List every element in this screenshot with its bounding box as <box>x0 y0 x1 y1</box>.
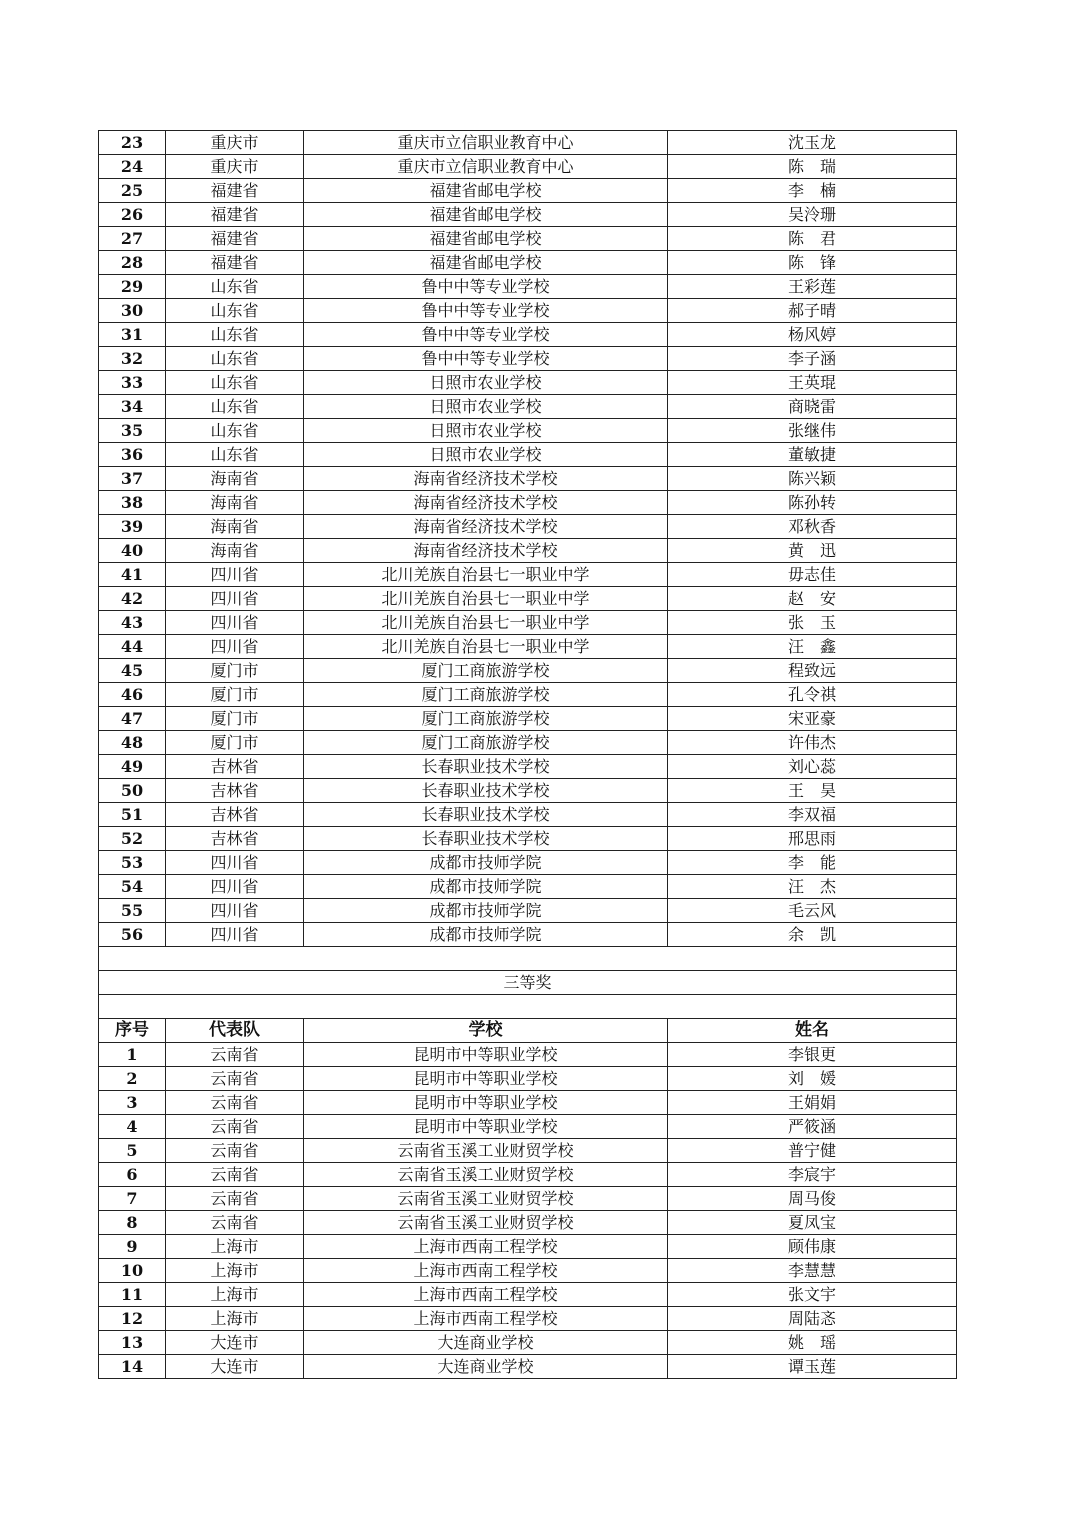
blank-row <box>99 995 957 1019</box>
header-school: 学校 <box>304 1019 668 1043</box>
cell-no: 31 <box>99 323 166 347</box>
cell-team: 大连市 <box>166 1355 304 1379</box>
cell-name: 邓秋香 <box>668 515 957 539</box>
cell-no: 52 <box>99 827 166 851</box>
cell-team: 山东省 <box>166 419 304 443</box>
cell-no: 5 <box>99 1139 166 1163</box>
cell-no: 8 <box>99 1211 166 1235</box>
cell-name: 刘 媛 <box>668 1067 957 1091</box>
table-row <box>99 611 957 635</box>
table-row <box>99 251 957 275</box>
table-row <box>99 539 957 563</box>
cell-name: 王娟娟 <box>668 1091 957 1115</box>
table-row <box>99 827 957 851</box>
cell-name: 张 玉 <box>668 611 957 635</box>
cell-team: 云南省 <box>166 1163 304 1187</box>
cell-school: 大连商业学校 <box>304 1331 668 1355</box>
table-row <box>99 803 957 827</box>
cell-school: 云南省玉溪工业财贸学校 <box>304 1163 668 1187</box>
table-row <box>99 419 957 443</box>
table-row <box>99 851 957 875</box>
cell-name: 严筱涵 <box>668 1115 957 1139</box>
cell-team: 山东省 <box>166 275 304 299</box>
cell-school: 昆明市中等职业学校 <box>304 1067 668 1091</box>
table-row <box>99 899 957 923</box>
cell-name: 陈兴颖 <box>668 467 957 491</box>
header-no: 序号 <box>99 1019 166 1043</box>
blank-row <box>99 947 957 971</box>
cell-name: 李慧慧 <box>668 1259 957 1283</box>
cell-no: 41 <box>99 563 166 587</box>
table-row <box>99 1091 957 1115</box>
cell-school: 长春职业技术学校 <box>304 827 668 851</box>
table-row <box>99 923 957 947</box>
cell-team: 海南省 <box>166 491 304 515</box>
table-row <box>99 683 957 707</box>
cell-school: 海南省经济技术学校 <box>304 491 668 515</box>
cell-name: 李 楠 <box>668 179 957 203</box>
cell-name: 陈孙转 <box>668 491 957 515</box>
cell-name: 毛云风 <box>668 899 957 923</box>
cell-school: 鲁中中等专业学校 <box>304 299 668 323</box>
cell-school: 海南省经济技术学校 <box>304 515 668 539</box>
cell-name: 吴泠珊 <box>668 203 957 227</box>
cell-name: 宋亚豪 <box>668 707 957 731</box>
cell-team: 海南省 <box>166 539 304 563</box>
cell-no: 56 <box>99 923 166 947</box>
cell-team: 山东省 <box>166 347 304 371</box>
cell-school: 成都市技师学院 <box>304 875 668 899</box>
cell-name: 王 昊 <box>668 779 957 803</box>
cell-team: 四川省 <box>166 875 304 899</box>
table-row <box>99 155 957 179</box>
cell-school: 北川羌族自治县七一职业中学 <box>304 611 668 635</box>
cell-no: 37 <box>99 467 166 491</box>
cell-no: 14 <box>99 1355 166 1379</box>
table-row <box>99 659 957 683</box>
cell-school: 北川羌族自治县七一职业中学 <box>304 563 668 587</box>
cell-team: 山东省 <box>166 299 304 323</box>
table-row <box>99 299 957 323</box>
cell-no: 3 <box>99 1091 166 1115</box>
cell-team: 福建省 <box>166 203 304 227</box>
cell-team: 厦门市 <box>166 659 304 683</box>
header-team: 代表队 <box>166 1019 304 1043</box>
cell-team: 云南省 <box>166 1139 304 1163</box>
cell-name: 周陆忞 <box>668 1307 957 1331</box>
cell-team: 厦门市 <box>166 707 304 731</box>
cell-school: 福建省邮电学校 <box>304 251 668 275</box>
cell-school: 长春职业技术学校 <box>304 803 668 827</box>
table-row <box>99 1331 957 1355</box>
table-row <box>99 443 957 467</box>
cell-school: 云南省玉溪工业财贸学校 <box>304 1187 668 1211</box>
cell-school: 昆明市中等职业学校 <box>304 1115 668 1139</box>
cell-school: 云南省玉溪工业财贸学校 <box>304 1139 668 1163</box>
cell-no: 39 <box>99 515 166 539</box>
table-row <box>99 371 957 395</box>
cell-team: 云南省 <box>166 1187 304 1211</box>
table-row <box>99 731 957 755</box>
cell-name: 余 凯 <box>668 923 957 947</box>
cell-school: 福建省邮电学校 <box>304 179 668 203</box>
cell-school: 日照市农业学校 <box>304 443 668 467</box>
cell-team: 福建省 <box>166 179 304 203</box>
cell-no: 23 <box>99 131 166 155</box>
cell-name: 陈 君 <box>668 227 957 251</box>
cell-name: 顾伟康 <box>668 1235 957 1259</box>
cell-name: 陈 瑞 <box>668 155 957 179</box>
award-table <box>98 130 957 1379</box>
cell-name: 赵 安 <box>668 587 957 611</box>
cell-school: 福建省邮电学校 <box>304 227 668 251</box>
header-row <box>99 1019 957 1043</box>
cell-team: 吉林省 <box>166 827 304 851</box>
cell-name: 李双福 <box>668 803 957 827</box>
cell-school: 长春职业技术学校 <box>304 755 668 779</box>
table-row <box>99 1283 957 1307</box>
cell-no: 28 <box>99 251 166 275</box>
table-row <box>99 587 957 611</box>
table-row <box>99 1211 957 1235</box>
cell-school: 大连商业学校 <box>304 1355 668 1379</box>
table-row <box>99 1043 957 1067</box>
header-name: 姓名 <box>668 1019 957 1043</box>
cell-team: 吉林省 <box>166 755 304 779</box>
cell-name: 姚 瑶 <box>668 1331 957 1355</box>
cell-team: 上海市 <box>166 1307 304 1331</box>
cell-no: 10 <box>99 1259 166 1283</box>
cell-school: 厦门工商旅游学校 <box>304 731 668 755</box>
table-row <box>99 515 957 539</box>
cell-school: 昆明市中等职业学校 <box>304 1091 668 1115</box>
cell-name: 汪 鑫 <box>668 635 957 659</box>
table-row <box>99 491 957 515</box>
table-row <box>99 179 957 203</box>
cell-team: 上海市 <box>166 1235 304 1259</box>
cell-no: 34 <box>99 395 166 419</box>
cell-school: 北川羌族自治县七一职业中学 <box>304 587 668 611</box>
cell-school: 昆明市中等职业学校 <box>304 1043 668 1067</box>
cell-school: 重庆市立信职业教育中心 <box>304 155 668 179</box>
cell-name: 邢思雨 <box>668 827 957 851</box>
table-row <box>99 227 957 251</box>
table-row <box>99 203 957 227</box>
cell-name: 普宁健 <box>668 1139 957 1163</box>
table-row <box>99 347 957 371</box>
cell-no: 30 <box>99 299 166 323</box>
cell-no: 26 <box>99 203 166 227</box>
third-prize-rows <box>99 1043 957 1379</box>
cell-school: 长春职业技术学校 <box>304 779 668 803</box>
cell-team: 重庆市 <box>166 155 304 179</box>
second-prize-rows <box>99 131 957 947</box>
cell-team: 吉林省 <box>166 779 304 803</box>
cell-no: 51 <box>99 803 166 827</box>
cell-school: 厦门工商旅游学校 <box>304 683 668 707</box>
cell-name: 谭玉莲 <box>668 1355 957 1379</box>
cell-no: 33 <box>99 371 166 395</box>
cell-team: 上海市 <box>166 1259 304 1283</box>
cell-team: 云南省 <box>166 1115 304 1139</box>
cell-team: 山东省 <box>166 443 304 467</box>
cell-name: 商晓雷 <box>668 395 957 419</box>
cell-name: 周马俊 <box>668 1187 957 1211</box>
cell-no: 54 <box>99 875 166 899</box>
cell-school: 成都市技师学院 <box>304 899 668 923</box>
cell-name: 夏凤宝 <box>668 1211 957 1235</box>
cell-name: 孔令祺 <box>668 683 957 707</box>
table-row <box>99 875 957 899</box>
cell-name: 杨风婷 <box>668 323 957 347</box>
cell-no: 6 <box>99 1163 166 1187</box>
cell-no: 53 <box>99 851 166 875</box>
cell-name: 汪 杰 <box>668 875 957 899</box>
cell-school: 重庆市立信职业教育中心 <box>304 131 668 155</box>
cell-team: 四川省 <box>166 899 304 923</box>
table-row <box>99 131 957 155</box>
cell-school: 成都市技师学院 <box>304 923 668 947</box>
cell-team: 山东省 <box>166 395 304 419</box>
cell-school: 上海市西南工程学校 <box>304 1235 668 1259</box>
cell-no: 40 <box>99 539 166 563</box>
cell-team: 福建省 <box>166 227 304 251</box>
cell-team: 四川省 <box>166 563 304 587</box>
table-row <box>99 563 957 587</box>
cell-team: 吉林省 <box>166 803 304 827</box>
cell-team: 四川省 <box>166 635 304 659</box>
cell-no: 47 <box>99 707 166 731</box>
cell-team: 山东省 <box>166 323 304 347</box>
table-row <box>99 395 957 419</box>
cell-name: 张继伟 <box>668 419 957 443</box>
cell-school: 成都市技师学院 <box>304 851 668 875</box>
cell-school: 上海市西南工程学校 <box>304 1283 668 1307</box>
table-row <box>99 275 957 299</box>
cell-team: 福建省 <box>166 251 304 275</box>
table-row <box>99 1307 957 1331</box>
cell-name: 张文宇 <box>668 1283 957 1307</box>
cell-team: 四川省 <box>166 923 304 947</box>
cell-school: 厦门工商旅游学校 <box>304 707 668 731</box>
table-row <box>99 1355 957 1379</box>
cell-no: 36 <box>99 443 166 467</box>
table-row <box>99 1235 957 1259</box>
cell-team: 四川省 <box>166 587 304 611</box>
cell-no: 35 <box>99 419 166 443</box>
table-row <box>99 707 957 731</box>
section-title: 三等奖 <box>99 971 957 995</box>
cell-team: 重庆市 <box>166 131 304 155</box>
cell-name: 李子涵 <box>668 347 957 371</box>
table-row <box>99 635 957 659</box>
cell-name: 沈玉龙 <box>668 131 957 155</box>
cell-name: 程致远 <box>668 659 957 683</box>
cell-name: 黄 迅 <box>668 539 957 563</box>
table-row <box>99 323 957 347</box>
table-row <box>99 1115 957 1139</box>
cell-no: 43 <box>99 611 166 635</box>
cell-team: 海南省 <box>166 467 304 491</box>
cell-team: 厦门市 <box>166 683 304 707</box>
cell-no: 42 <box>99 587 166 611</box>
cell-name: 刘心蕊 <box>668 755 957 779</box>
cell-school: 北川羌族自治县七一职业中学 <box>304 635 668 659</box>
cell-no: 55 <box>99 899 166 923</box>
cell-name: 李 能 <box>668 851 957 875</box>
cell-school: 海南省经济技术学校 <box>304 539 668 563</box>
cell-no: 24 <box>99 155 166 179</box>
cell-school: 福建省邮电学校 <box>304 203 668 227</box>
cell-no: 12 <box>99 1307 166 1331</box>
cell-team: 海南省 <box>166 515 304 539</box>
cell-team: 云南省 <box>166 1211 304 1235</box>
cell-school: 厦门工商旅游学校 <box>304 659 668 683</box>
cell-no: 48 <box>99 731 166 755</box>
cell-no: 27 <box>99 227 166 251</box>
cell-no: 44 <box>99 635 166 659</box>
cell-school: 云南省玉溪工业财贸学校 <box>304 1211 668 1235</box>
cell-no: 45 <box>99 659 166 683</box>
cell-team: 四川省 <box>166 611 304 635</box>
cell-school: 上海市西南工程学校 <box>304 1307 668 1331</box>
cell-school: 鲁中中等专业学校 <box>304 323 668 347</box>
cell-team: 上海市 <box>166 1283 304 1307</box>
cell-no: 9 <box>99 1235 166 1259</box>
cell-name: 王英琨 <box>668 371 957 395</box>
cell-no: 49 <box>99 755 166 779</box>
cell-school: 鲁中中等专业学校 <box>304 347 668 371</box>
cell-no: 46 <box>99 683 166 707</box>
table-row <box>99 1259 957 1283</box>
cell-no: 25 <box>99 179 166 203</box>
cell-team: 山东省 <box>166 371 304 395</box>
cell-school: 海南省经济技术学校 <box>304 467 668 491</box>
cell-no: 11 <box>99 1283 166 1307</box>
cell-team: 四川省 <box>166 851 304 875</box>
cell-no: 32 <box>99 347 166 371</box>
cell-no: 2 <box>99 1067 166 1091</box>
cell-name: 李宸宇 <box>668 1163 957 1187</box>
cell-school: 日照市农业学校 <box>304 395 668 419</box>
cell-team: 云南省 <box>166 1091 304 1115</box>
cell-name: 陈 锋 <box>668 251 957 275</box>
cell-name: 郝子晴 <box>668 299 957 323</box>
table-row <box>99 1067 957 1091</box>
third-prize-section <box>99 947 957 1043</box>
table-row <box>99 1187 957 1211</box>
cell-team: 云南省 <box>166 1043 304 1067</box>
cell-team: 大连市 <box>166 1331 304 1355</box>
cell-name: 李银更 <box>668 1043 957 1067</box>
table-row <box>99 467 957 491</box>
table-row <box>99 1139 957 1163</box>
cell-no: 1 <box>99 1043 166 1067</box>
cell-school: 日照市农业学校 <box>304 419 668 443</box>
cell-no: 4 <box>99 1115 166 1139</box>
cell-school: 日照市农业学校 <box>304 371 668 395</box>
section-title-row <box>99 971 957 995</box>
cell-no: 38 <box>99 491 166 515</box>
cell-no: 7 <box>99 1187 166 1211</box>
cell-name: 王彩莲 <box>668 275 957 299</box>
cell-no: 29 <box>99 275 166 299</box>
table-row <box>99 755 957 779</box>
cell-no: 50 <box>99 779 166 803</box>
cell-team: 云南省 <box>166 1067 304 1091</box>
cell-school: 上海市西南工程学校 <box>304 1259 668 1283</box>
cell-no: 13 <box>99 1331 166 1355</box>
cell-name: 许伟杰 <box>668 731 957 755</box>
cell-name: 毋志佳 <box>668 563 957 587</box>
cell-team: 厦门市 <box>166 731 304 755</box>
cell-school: 鲁中中等专业学校 <box>304 275 668 299</box>
table-row <box>99 779 957 803</box>
cell-name: 董敏捷 <box>668 443 957 467</box>
table-row <box>99 1163 957 1187</box>
